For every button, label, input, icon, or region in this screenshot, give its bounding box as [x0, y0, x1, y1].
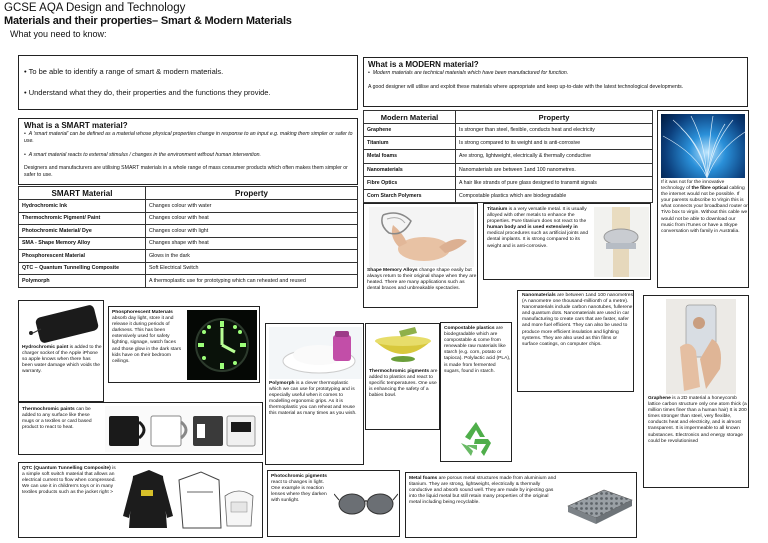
objective-item: • Understand what they do, their properties and the functions they provide. [24, 88, 271, 97]
graphene-text-bold: Graphene [648, 396, 671, 401]
baby-bowl-icon [369, 327, 438, 367]
nano-text [522, 293, 633, 348]
table-cell: Hydrochromic Ink [19, 200, 146, 213]
hand-icon [369, 207, 474, 267]
compost-text-body: are biodegradable which are compostable & come from renewable raw materials like starch (e.g. corn, potato or tapioca). Polylactic acid (PLA), is made from fermented sugars, found in starch. [444, 326, 511, 374]
thermo-pigment-text [369, 369, 439, 399]
graphene-text-body: is a 2D material a honeycomb lattice carbon structure only one atom thick (a million times finer than a human hair) It is 200 times stronger than steel, very flexible, conducts heat and electricity, and is almost transparent. It is impermeable to all known substances. Electronics and energy storage could be revolutionised [648, 396, 747, 444]
fibre-strands-icon [661, 114, 745, 178]
table-cell: Fibre Optics [364, 176, 456, 189]
table-cell: QTC – Quantum Tunnelling Composite [19, 262, 146, 275]
nano-text-body: are between 1and 100 nanometres (A nanometre one thousand-millionth of a metre). Nanomaterials include carbon nanotubes, fullerene and quantum dots. Nanomaterials are used in car manufacturing to create cars that are faster, safer and more fuel efficient. They can also be used to produce more efficient insulation and lighting systems. They are also used as thin films or surface coatings, on computer chips. [522, 293, 633, 347]
smart-title: What is a SMART material? [24, 121, 128, 130]
knee-implant-icon [594, 207, 649, 277]
table-cell: Photochromic Material/ Dye [19, 225, 146, 238]
phos-text [112, 310, 184, 382]
table-cell: A thermoplastic use for prototyping which can reheated and reused [146, 275, 358, 288]
smart-bullet: • A smart material reacts to external stimulus / changes in the environment without human intervention. [24, 152, 261, 158]
table-cell: Changes colour with water [146, 200, 358, 213]
thermo-paint-box [18, 402, 263, 455]
thermo-paint-text [22, 407, 102, 431]
table-cell: Thermochromic Pigment/ Paint [19, 212, 146, 225]
graphene-hand-photo [666, 299, 736, 394]
metal-foam-text-body: are porous metal structures made from aluminium and titanium. They are strong, lightweight, electrically & thermally conductive and absorb sound well. They are made by injecting gas into the liquid metal but still retain many properties of the original metal including being recyclable. [409, 476, 557, 506]
smart-bullet-text: A smart material reacts to external stimulus / changes in the environment without human intervention. [28, 152, 261, 158]
table-cell: Glows in the dark [146, 250, 358, 263]
smart-para: Designers and manufacturers are utilising SMART materials in a whole range of mass consumer products which often makes them simpler or safer to use. [24, 165, 348, 178]
table-cell: Metal foams [364, 150, 456, 163]
fibre-text-bold: the fibre optical [691, 186, 728, 192]
sunglasses-photo [334, 474, 398, 534]
modern-table-header: Property [456, 111, 653, 124]
fibre-optics-box [657, 110, 749, 288]
polymorph-pellets-icon [269, 327, 362, 379]
hydro-text [22, 345, 102, 375]
qtc-text-bold: QTC (Quantum Tunnelling Composite) [22, 466, 111, 471]
glow-watch-icon [187, 310, 257, 380]
polymorph-box [265, 323, 364, 465]
sunglasses-icon [334, 474, 398, 534]
nano-box [517, 290, 634, 392]
hydro-box [18, 300, 104, 402]
table-cell: Nanomaterials [364, 163, 456, 176]
table-cell: Polymorph [19, 275, 146, 288]
modern-title: What is a MODERN material? [368, 60, 479, 69]
sma-box [363, 203, 478, 308]
modern-para: A good designer will utilise and exploit these materials where appropriate and keep up-to-date with the latest technological developments. [368, 84, 684, 90]
polymorph-photo [269, 327, 362, 379]
thermo-pigment-box [365, 323, 440, 430]
phos-text-bold: Phosphorescent Materials [112, 310, 173, 315]
sma-text-bold: Shape Memory Alloys [367, 268, 418, 273]
nano-text-bold: Nanomaterials [522, 293, 556, 298]
jacket-photo [121, 466, 261, 536]
objectives-box [18, 55, 358, 110]
fibre-text [661, 180, 748, 235]
qtc-text-body: is a simple soft switch material that allows an electrical current to flow when compressed. We can use it in children's toys or in many textiles products such as the jacket right > [22, 466, 116, 496]
photo-text [271, 474, 331, 504]
table-cell: Titanium [364, 137, 456, 150]
jacket-icon [121, 466, 261, 536]
sma-text-body: change shape easily but always return to their original shape when they are heated. There are many applications such as dental braces and unbreakable spectacles. [367, 268, 477, 292]
title-need-to-know: What you need to know: [10, 29, 107, 39]
metal-foam-text [409, 476, 561, 506]
metal-foam-text-bold: Metal foams [409, 476, 438, 481]
objective-text: To be able to identify a range of smart & modern materials. [28, 67, 224, 76]
titanium-text-2: medical procedures such as artificial joints and dental implants. It is strong compared to its weight and is anti-corrosive. [487, 231, 589, 249]
thermo-pigment-text-bold: Thermochromic pigments [369, 369, 430, 374]
smart-table-header: SMART Material [19, 187, 146, 200]
phos-box [108, 306, 260, 383]
glow-watch-photo [187, 310, 257, 380]
graphene-hand-icon [666, 299, 736, 394]
mugs-photo [105, 406, 260, 452]
hydro-text-bold: Hydrochromic paint [22, 345, 69, 350]
phos-text-body: absorb day light, store it and release it during periods of darkness. This has been extensively used for safety lighting, signage, watch faces and those glow in the dark stars kids have on their bedroom ceilings. [112, 316, 182, 364]
smart-table-header: Property [146, 187, 358, 200]
iphone-icon [23, 305, 101, 343]
smart-table [18, 186, 358, 288]
fibre-text-1: If it was not for the innovative technology of [661, 180, 725, 192]
table-cell: Nanomaterials are between 1and 100 nanometres. [456, 163, 653, 176]
thermo-paint-text-body: can be added to any surface like these mugs or a textiles or card based product to react to heat. [22, 407, 92, 431]
table-cell: Is stronger than steel, flexible, conducts heat and electricity [456, 124, 653, 137]
photo-box [267, 470, 400, 537]
thermo-pigment-text-body: are added to plastics and react to specific temperatures. One use is enhancing the safety of a babies bowl. [369, 369, 438, 399]
table-cell: Soft Electrical Switch [146, 262, 358, 275]
table-cell: Graphene [364, 124, 456, 137]
smart-intro-box [18, 118, 358, 185]
objective-item: • To be able to identify a range of smart & modern materials. [24, 67, 224, 76]
polymorph-text-bold: Polymorph [269, 381, 295, 386]
qtc-box [18, 462, 263, 538]
modern-bullet: • Modern materials are technical materials which have been manufactured for function. [368, 70, 569, 76]
iphone-photo [23, 305, 101, 343]
modern-table [363, 110, 653, 203]
title-course: GCSE AQA Design and Technology [4, 2, 186, 14]
qtc-text [22, 466, 118, 496]
modern-intro-box [363, 57, 748, 107]
graphene-box [643, 295, 749, 488]
photo-text-body: react to changes in light. One example is reaction lenses where they darken with sunlight. [271, 480, 327, 504]
objective-text: Understand what they do, their properties and the functions they provide. [28, 88, 271, 97]
table-cell: SMA - Shape Memory Alloy [19, 237, 146, 250]
table-cell: Changes colour with heat [146, 212, 358, 225]
thermo-paint-text-bold: Thermochromic paints [22, 407, 75, 412]
table-cell: Changes colour with light [146, 225, 358, 238]
modern-table-header: Modern Material [364, 111, 456, 124]
recycle-icon [455, 419, 497, 459]
metal-foam-photo [564, 476, 635, 534]
table-cell: Is strong compared to its weight and is anti-corrosive [456, 137, 653, 150]
hand-spring-photo [369, 207, 474, 267]
fibre-text-2: cabling the internet would not be possible. If your parents subscribe to Virgin this is what connects your broadband router or TiVo box to virgin. Without this cable we would not be able to download our music from iTunes or have a Skype conversation with family in Australia. [661, 186, 748, 234]
compost-text [444, 326, 511, 375]
table-cell: Are strong, lightweight, electrically & thermally conductive [456, 150, 653, 163]
baby-bowl-photo [369, 327, 438, 367]
metal-foam-icon [564, 476, 635, 534]
smart-bullet: • A 'smart material' can be defined as a material whose physical properties change in response to an input e.g. making them simpler or safer to use. [24, 131, 353, 144]
table-cell: Changes shape with heat [146, 237, 358, 250]
sma-text [367, 268, 477, 292]
photo-text-bold: Photochromic pigments [271, 474, 327, 479]
fibre-optic-photo [661, 114, 745, 178]
graphene-text [648, 396, 748, 445]
title-topic: Materials and their properties– Smart & Modern Materials [4, 15, 292, 27]
compost-box [440, 322, 512, 462]
compost-text-bold: Compostable plastics [444, 326, 495, 331]
metal-foam-box [405, 472, 637, 538]
titanium-text-bold: Titanium [487, 207, 508, 212]
titanium-text [487, 207, 591, 250]
titanium-box [483, 203, 651, 280]
table-cell: Corn Starch Polymers [364, 189, 456, 202]
titanium-text-bold-2: human body and is used extensively in [487, 225, 578, 231]
polymorph-text [269, 381, 362, 418]
mugs-icon [105, 406, 260, 452]
table-cell: A hair like strands of pure glass designed to transmit signals [456, 176, 653, 189]
knee-implant-photo [594, 207, 649, 277]
titanium-text-1: is a very versatile metal. It is usually alloyed with other metals to enhance the properties. Pure titanium does not react to the [487, 207, 587, 225]
modern-bullet-text: Modern materials are technical materials which have been manufactured for function. [372, 70, 569, 76]
hydro-text-body: is added to the charger socket of the Apple iPhone so apple knows when there has been water damage which voids the warranty. [22, 345, 102, 375]
smart-bullet-text: A 'smart material' can be defined as a material whose physical properties change in response to an input e.g. making them simpler or safer to use. [24, 131, 353, 144]
table-cell: Compostable plastics which are biodegradable [456, 189, 653, 202]
table-cell: Phosphorescent Material [19, 250, 146, 263]
recycle-symbol [455, 419, 497, 459]
polymorph-text-body: is a clever thermoplastic which we can use for prototyping and is especially useful when it comes to modelling ergonomic grips. As it is thermoplastic you can reheat and reuse this material as many times as you wish. [269, 381, 357, 417]
